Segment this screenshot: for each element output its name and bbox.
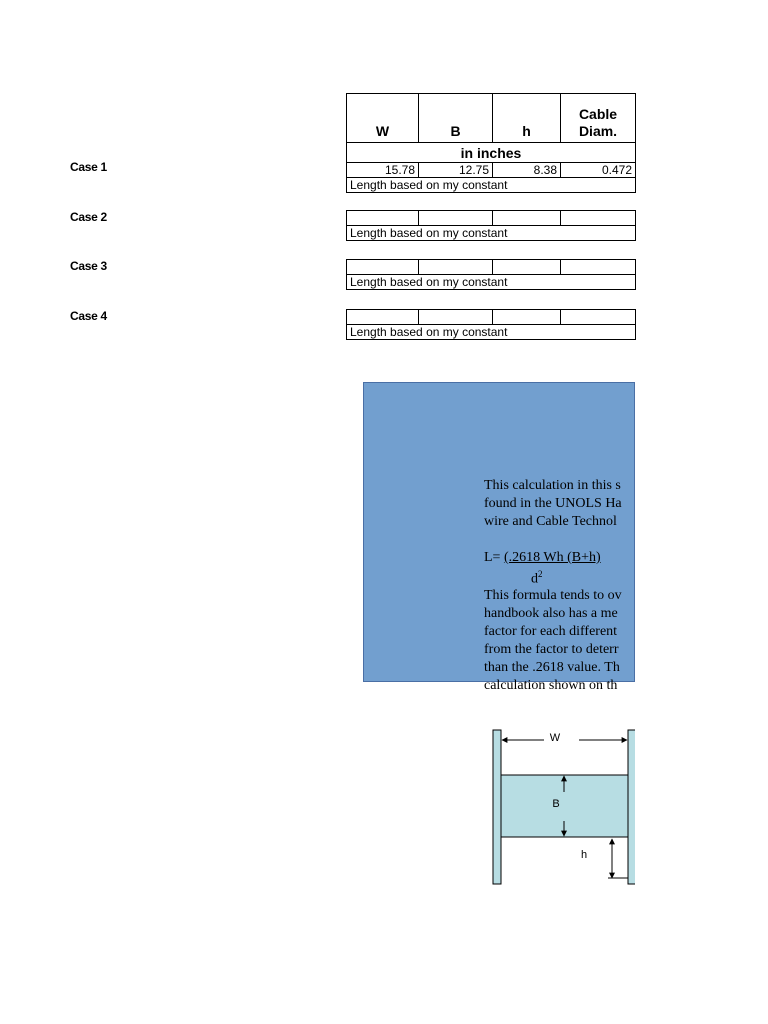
explanation-line-3: wire and Cable Technol	[484, 514, 617, 529]
case-2-note-row	[347, 226, 636, 241]
case-2-note[interactable]: Length based on my constant	[347, 226, 636, 241]
formula-denominator: d	[531, 571, 538, 587]
w-label: W	[549, 732, 561, 744]
formula-denominator-line	[484, 567, 635, 587]
case-3-table	[346, 259, 636, 290]
header-b[interactable]: B	[419, 94, 493, 143]
explanation-line-7: from the factor to deterr	[484, 641, 619, 657]
header-row	[347, 94, 636, 143]
case-4-note[interactable]: Length based on my constant	[347, 325, 636, 340]
header-w[interactable]: W	[347, 94, 419, 143]
explanation-line-4: This formula tends to ov	[484, 587, 622, 603]
case-2-w-cell[interactable]	[347, 211, 419, 226]
case-2-table	[346, 210, 636, 241]
left-flange	[493, 730, 501, 884]
explanation-line-1: This calculation in this s	[484, 478, 621, 493]
spacer	[484, 531, 635, 549]
case-4-b-cell[interactable]	[419, 310, 493, 325]
case-4-h-cell[interactable]	[493, 310, 561, 325]
b-label: B	[552, 798, 560, 810]
case-2-label: Case 2	[70, 210, 107, 224]
explanation-line-6: factor for each different	[484, 623, 618, 639]
case-1-diam-cell[interactable]: 0.472	[561, 163, 636, 178]
case-2-b-cell[interactable]	[419, 211, 493, 226]
case-4-label: Case 4	[70, 309, 107, 323]
explanation-line-5: handbook also has a me	[484, 605, 618, 621]
case-3-values-row	[347, 260, 636, 275]
case-1-h-cell[interactable]: 8.38	[493, 163, 561, 178]
case-3-diam-cell[interactable]	[561, 260, 636, 275]
explanation-line-2: found in the UNOLS Ha	[484, 496, 622, 511]
case-4-note-row	[347, 325, 636, 340]
case-3-note[interactable]: Length based on my constant	[347, 275, 636, 290]
case-3-note-row	[347, 275, 636, 290]
case-4-table	[346, 309, 636, 340]
explanation-textbox[interactable]	[484, 477, 635, 689]
case-1-table	[346, 93, 636, 193]
case-1-values-row	[347, 163, 636, 178]
case-4-diam-cell[interactable]	[561, 310, 636, 325]
case-3-b-cell[interactable]	[419, 260, 493, 275]
case-2-h-cell[interactable]	[493, 211, 561, 226]
case-1-note[interactable]: Length based on my constant	[347, 178, 636, 193]
explanation-line-8: than the .2618 value. Th	[484, 659, 620, 675]
case-1-note-row	[347, 178, 636, 193]
case-3-label: Case 3	[70, 259, 107, 273]
header-h[interactable]: h	[493, 94, 561, 143]
case-4-w-cell[interactable]	[347, 310, 419, 325]
formula-exponent: 2	[538, 569, 543, 579]
right-flange	[628, 730, 635, 884]
case-3-w-cell[interactable]	[347, 260, 419, 275]
case-2-diam-cell[interactable]	[561, 211, 636, 226]
formula-line	[484, 549, 635, 567]
formula-numerator: (.2618 Wh (B+h)	[503, 550, 601, 565]
units-label[interactable]: in inches	[347, 143, 636, 163]
formula-prefix: L=	[484, 550, 504, 565]
case-4-values-row	[347, 310, 636, 325]
explanation-line-9: calculation shown on th	[484, 677, 618, 689]
case-3-h-cell[interactable]	[493, 260, 561, 275]
case-1-label: Case 1	[70, 160, 107, 174]
case-1-w-cell[interactable]: 15.78	[347, 163, 419, 178]
units-row	[347, 143, 636, 163]
header-cable-diam[interactable]: Cable Diam.	[561, 94, 636, 143]
spool-diagram[interactable]	[489, 726, 635, 888]
case-1-b-cell[interactable]: 12.75	[419, 163, 493, 178]
h-label: h	[580, 849, 588, 861]
case-2-values-row	[347, 211, 636, 226]
